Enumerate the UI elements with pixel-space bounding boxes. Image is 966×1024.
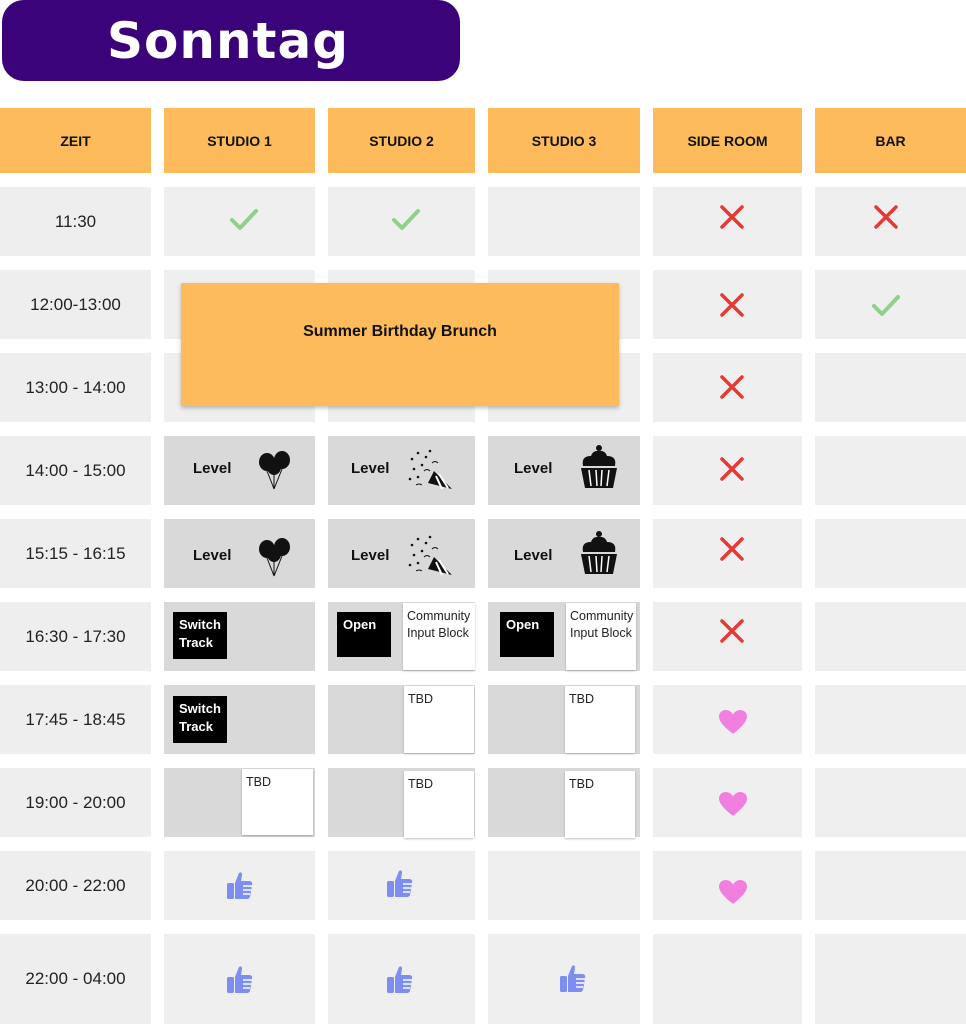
balloons-icon [255,536,293,578]
level-label: Level [193,547,232,564]
time-cell: 22:00 - 04:00 [0,934,151,1024]
tbd-block[interactable]: TBD [565,686,635,753]
header-zeit: ZEIT [0,108,151,173]
time-cell: 16:30 - 17:30 [0,602,151,671]
time-cell: 11:30 [0,187,151,256]
cupcake-icon [577,444,621,490]
heart-icon [718,709,748,735]
heart-icon [718,879,748,905]
event-summer-birthday-brunch[interactable]: Summer Birthday Brunch [181,283,619,406]
header-bar: BAR [815,108,966,173]
header-side-room: SIDE ROOM [653,108,802,173]
level-label: Level [193,460,232,477]
tbd-block[interactable]: TBD [565,771,635,838]
switch-track-block[interactable]: Switch Track [173,612,227,659]
check-icon [228,205,260,233]
balloons-icon [255,449,293,491]
level-label: Level [514,460,553,477]
slot-bar [815,851,966,920]
thumbs-up-icon [225,963,255,995]
tbd-block[interactable]: TBD [404,771,474,838]
page-title: Sonntag [107,11,349,70]
time-cell: 13:00 - 14:00 [0,353,151,422]
header-studio-2: STUDIO 2 [328,108,475,173]
switch-track-block[interactable]: Switch Track [173,696,227,743]
cross-icon [718,203,746,231]
slot-bar [815,685,966,754]
cross-icon [718,373,746,401]
time-cell: 12:00-13:00 [0,270,151,339]
tbd-block[interactable]: TBD [404,686,474,753]
level-label: Level [351,547,390,564]
time-cell: 19:00 - 20:00 [0,768,151,837]
cupcake-icon [577,530,621,576]
party-popper-icon [406,449,454,493]
time-cell: 14:00 - 15:00 [0,436,151,505]
slot-studio-3 [488,851,640,920]
check-icon [390,205,422,233]
time-cell: 20:00 - 22:00 [0,851,151,920]
thumbs-up-icon [225,869,255,901]
slot-bar [815,602,966,671]
cross-icon [872,203,900,231]
time-cell: 17:45 - 18:45 [0,685,151,754]
time-cell: 15:15 - 16:15 [0,519,151,588]
open-block[interactable]: Open [337,612,391,657]
community-input-block[interactable]: Community Input Block [566,603,636,670]
slot-studio-3 [488,187,640,256]
level-label: Level [351,460,390,477]
cross-icon [718,291,746,319]
thumbs-up-icon [558,962,588,994]
thumbs-up-icon [385,963,415,995]
level-label: Level [514,547,553,564]
slot-bar [815,934,966,1024]
cross-icon [718,535,746,563]
community-input-block[interactable]: Community Input Block [403,603,475,670]
slot-bar [815,768,966,837]
header-studio-1: STUDIO 1 [164,108,315,173]
open-block[interactable]: Open [500,612,554,657]
page-title-banner [2,0,460,81]
check-icon [870,291,902,319]
slot-bar [815,353,966,422]
slot-side-room [653,934,802,1024]
thumbs-up-icon [385,867,415,899]
party-popper-icon [406,535,454,579]
slot-bar [815,519,966,588]
cross-icon [718,617,746,645]
tbd-block[interactable]: TBD [242,769,313,835]
heart-icon [718,791,748,817]
cross-icon [718,455,746,483]
header-studio-3: STUDIO 3 [488,108,640,173]
slot-bar [815,436,966,505]
